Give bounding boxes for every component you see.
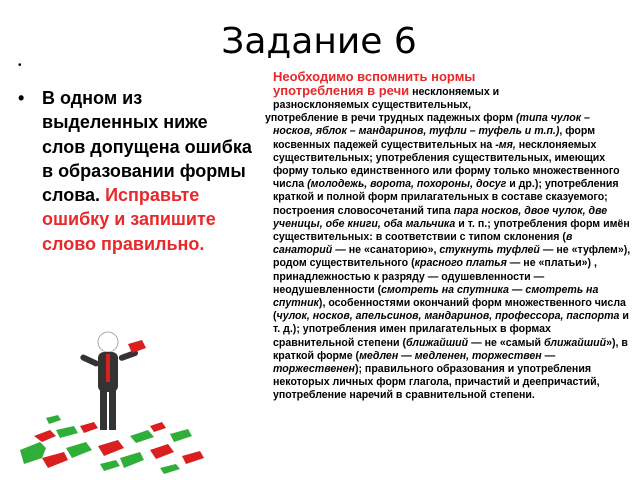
heading-line-1: Необходимо вспомнить нормы [273, 69, 476, 84]
bullet-icon: • [18, 88, 25, 108]
rules-example: медлен — медленен, торжествен — торжественен [273, 349, 556, 376]
rules-example: -мя, [495, 138, 516, 151]
heading-line-2: употребления в речи [273, 83, 410, 98]
heading-line-3: разносклоняемых существительных, [273, 99, 472, 111]
person-with-puzzle-pieces-icon [10, 330, 210, 475]
rules-text: , форм косвенных падежей существительных на [273, 125, 596, 151]
heading-line-2-tail: несклоняемых и [409, 86, 500, 98]
puzzle-illustration [10, 330, 210, 475]
rules-text: и др.); употребления краткой и полной форм прилагательных в составе сказуемого; построения словосочетаний типа [273, 178, 619, 217]
rules-text: ), особенностями окончаний форм множественного числа ( [273, 297, 626, 323]
rules-text: несклоняемых существительных; употребления существительных, имеющих форму только единственного или форму только множественного числа [273, 138, 620, 191]
rules-paragraph [261, 112, 631, 402]
rules-example: ближайший [405, 336, 469, 349]
rules-text: ); правильного образования и употребления некоторых личных форм глагола, причастий и деепричастий, употребление наречий в сравнительной степени. [273, 363, 600, 402]
rules-example: (типа чулок – носков, яблок – мандаринов, туфли – туфель и т.п.) [273, 112, 590, 138]
rules-text-block [261, 70, 631, 403]
rules-example: в санаторий [273, 231, 573, 257]
rules-text: — не «самый [468, 336, 544, 349]
rules-text: — не «платьи») , принадлежностью к разряду — одушевленности — неодушевленности ( [273, 257, 597, 296]
rules-example: чулок, носков, апельсинов, мандаринов, профессора, паспорта [276, 310, 620, 323]
rules-text: и т. д.); употребления имен прилагательных в формах сравнительной степени ( [273, 310, 629, 349]
rules-heading [261, 70, 631, 99]
rules-text: — не «туфлем»), родом существительного ( [273, 244, 631, 270]
rules-example: стукнуть туфлей [439, 244, 540, 257]
rules-text: »), в краткой форме ( [273, 336, 628, 362]
rules-text: употребление в речи трудных падежных форм [265, 112, 517, 125]
person-figure [79, 332, 146, 430]
empty-bullet: • [18, 60, 22, 71]
page-title: Задание 6 [221, 21, 417, 62]
rules-example: ближайший [543, 336, 607, 349]
instruction-red-text: Исправьте ошибку и запишите слово правильно. [42, 185, 216, 254]
rules-text: и т. п.; употребления форм имён существительных: в соответствии с типом склонения ( [273, 217, 630, 244]
rules-body [261, 112, 631, 402]
rules-text: — не «санаторию», [332, 244, 440, 257]
rules-example: смотреть на спутника — смотреть на спутник [273, 283, 599, 310]
rules-example: красного платья [414, 257, 507, 270]
rules-example: (молодежь, ворота, похороны, досуг [307, 178, 507, 191]
rules-example: пара носков, двое чулок, две ученицы, обе книги, оба мальчика [273, 204, 608, 230]
instruction-text: В одном из выделенных ниже слов допущена ошибка в образовании формы слова. [42, 88, 252, 206]
